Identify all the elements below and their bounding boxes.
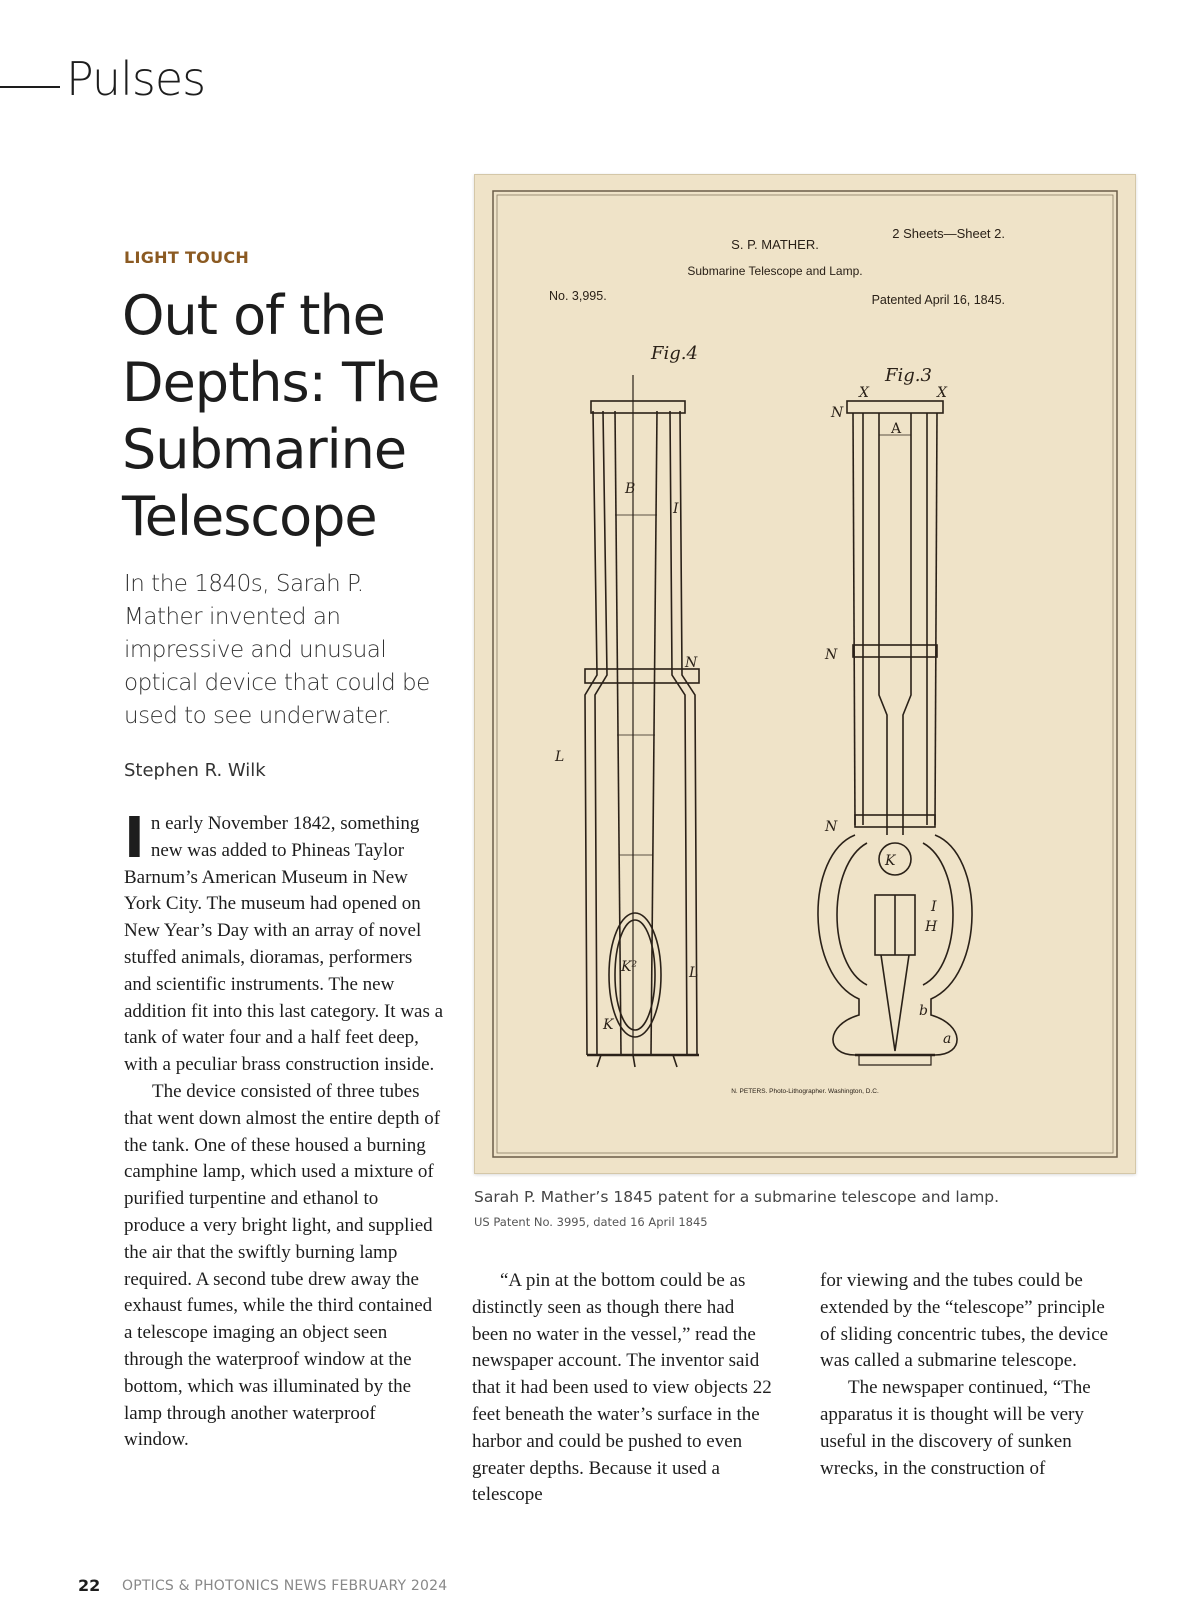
drop-cap: I [124, 806, 145, 871]
fig3-label: Fig.3 [885, 365, 932, 386]
body-paragraph-5: The newspaper continued, “The apparatus it is thought will be very useful in the discovery of sunken wrecks, in the construction of [820, 1377, 1091, 1479]
article-kicker: LIGHT TOUCH [124, 248, 250, 267]
fig3-label-a-upper: A [891, 421, 902, 437]
fig3-label-x2: X [937, 385, 947, 401]
body-column-2 [472, 1268, 772, 1509]
fig3-label-n1: N [831, 405, 844, 421]
body-paragraph-4: for viewing and the tubes could be extended by the “telescope” principle of sliding concentric tubes, the device was called a submarine telescope. [820, 1270, 1109, 1372]
body-column-3 [820, 1268, 1120, 1482]
patent-subject: Submarine Telescope and Lamp. [687, 264, 863, 278]
fig3-label-b: b [919, 1003, 928, 1019]
figure-credit: US Patent No. 3995, dated 16 April 1845 [474, 1215, 708, 1229]
figure-caption: Sarah P. Mather’s 1845 patent for a submarine telescope and lamp. [474, 1188, 1000, 1206]
patent-inventor: S. P. MATHER. [731, 237, 819, 252]
fig4-drawing [585, 375, 699, 1067]
section-rule [0, 86, 60, 88]
fig3-label-n3: N [825, 819, 838, 835]
fig4-label-b: B [625, 481, 636, 497]
publication-footer: OPTICS & PHOTONICS NEWS FEBRUARY 2024 [122, 1578, 448, 1594]
fig3-label-h: H [925, 919, 938, 935]
body-paragraph-3: “A pin at the bottom could be as distinctly seen as though there had been no water in the vessel,” read the newspaper account. The inventor said that it had been used to view objects 22 feet beneath the water’s surface in the harbor and could be pushed to even greater depths. Because it used a telescope [472, 1270, 772, 1506]
fig4-label-l: L [555, 749, 565, 765]
patent-number: No. 3,995. [549, 289, 607, 303]
article-dek: In the 1840s, Sarah P. Mather invented an impressive and unusual optical device that could be used to see underwater. [124, 571, 430, 729]
patent-drawing [475, 175, 1135, 1173]
article-byline: Stephen R. Wilk [124, 760, 266, 781]
fig4-labels [554, 481, 698, 1033]
page-number: 22 [78, 1576, 101, 1595]
body-paragraph-2: The device consisted of three tubes that went down almost the entire depth of the tank. One of these housed a burning camphine lamp, which used a mixture of purified turpentine and ethanol to produce a very bright light, and supplied the air that the swiftly burning lamp required. A second tube drew away the exhaust fumes, while the third contained a telescope imaging an object seen through the waterproof window at the bottom, which was illuminated by the lamp through another waterproof window. [124, 1080, 441, 1451]
fig3-label-n2: N [825, 647, 838, 663]
section-title: Pulses [66, 52, 206, 106]
fig3-label-i: I [931, 899, 937, 915]
patent-inner-border [497, 195, 1113, 1153]
body-paragraph-1 [124, 806, 444, 1079]
fig4-label-l2: L [689, 965, 699, 981]
fig4-label: Fig.4 [651, 343, 698, 364]
fig4-label-k2: K² [621, 959, 638, 975]
body-paragraph-1-text: n early November 1842, something new was added to Phineas Taylor Barnum’s American Museum in New York City. The museum had opened on New Year’s Day with an array of novel stuffed animals, dioramas, performers and scientific instruments. The new addition fit into this last category. It was a tank of water four and a half feet deep, with a peculiar brass construction inside. [124, 813, 444, 1076]
fig4-label-i: I [673, 501, 679, 517]
fig3-label-x1: X [859, 385, 869, 401]
fig4-label-k: K [603, 1017, 614, 1033]
fig3-drawing [818, 401, 972, 1065]
fig3-label-a: a [943, 1031, 952, 1047]
fig4-label-n: N [685, 655, 698, 671]
body-column-1 [124, 806, 444, 1454]
fig3-label-k: K [885, 853, 896, 869]
patent-figure [474, 174, 1136, 1174]
article-title: Out of the Depths: The Submarine Telescope [122, 284, 440, 548]
patent-sheet: 2 Sheets—Sheet 2. [892, 226, 1005, 241]
patent-lithographer: N. PETERS. Photo-Lithographer. Washington, D.C. [731, 1088, 879, 1095]
patent-date: Patented April 16, 1845. [871, 293, 1005, 307]
